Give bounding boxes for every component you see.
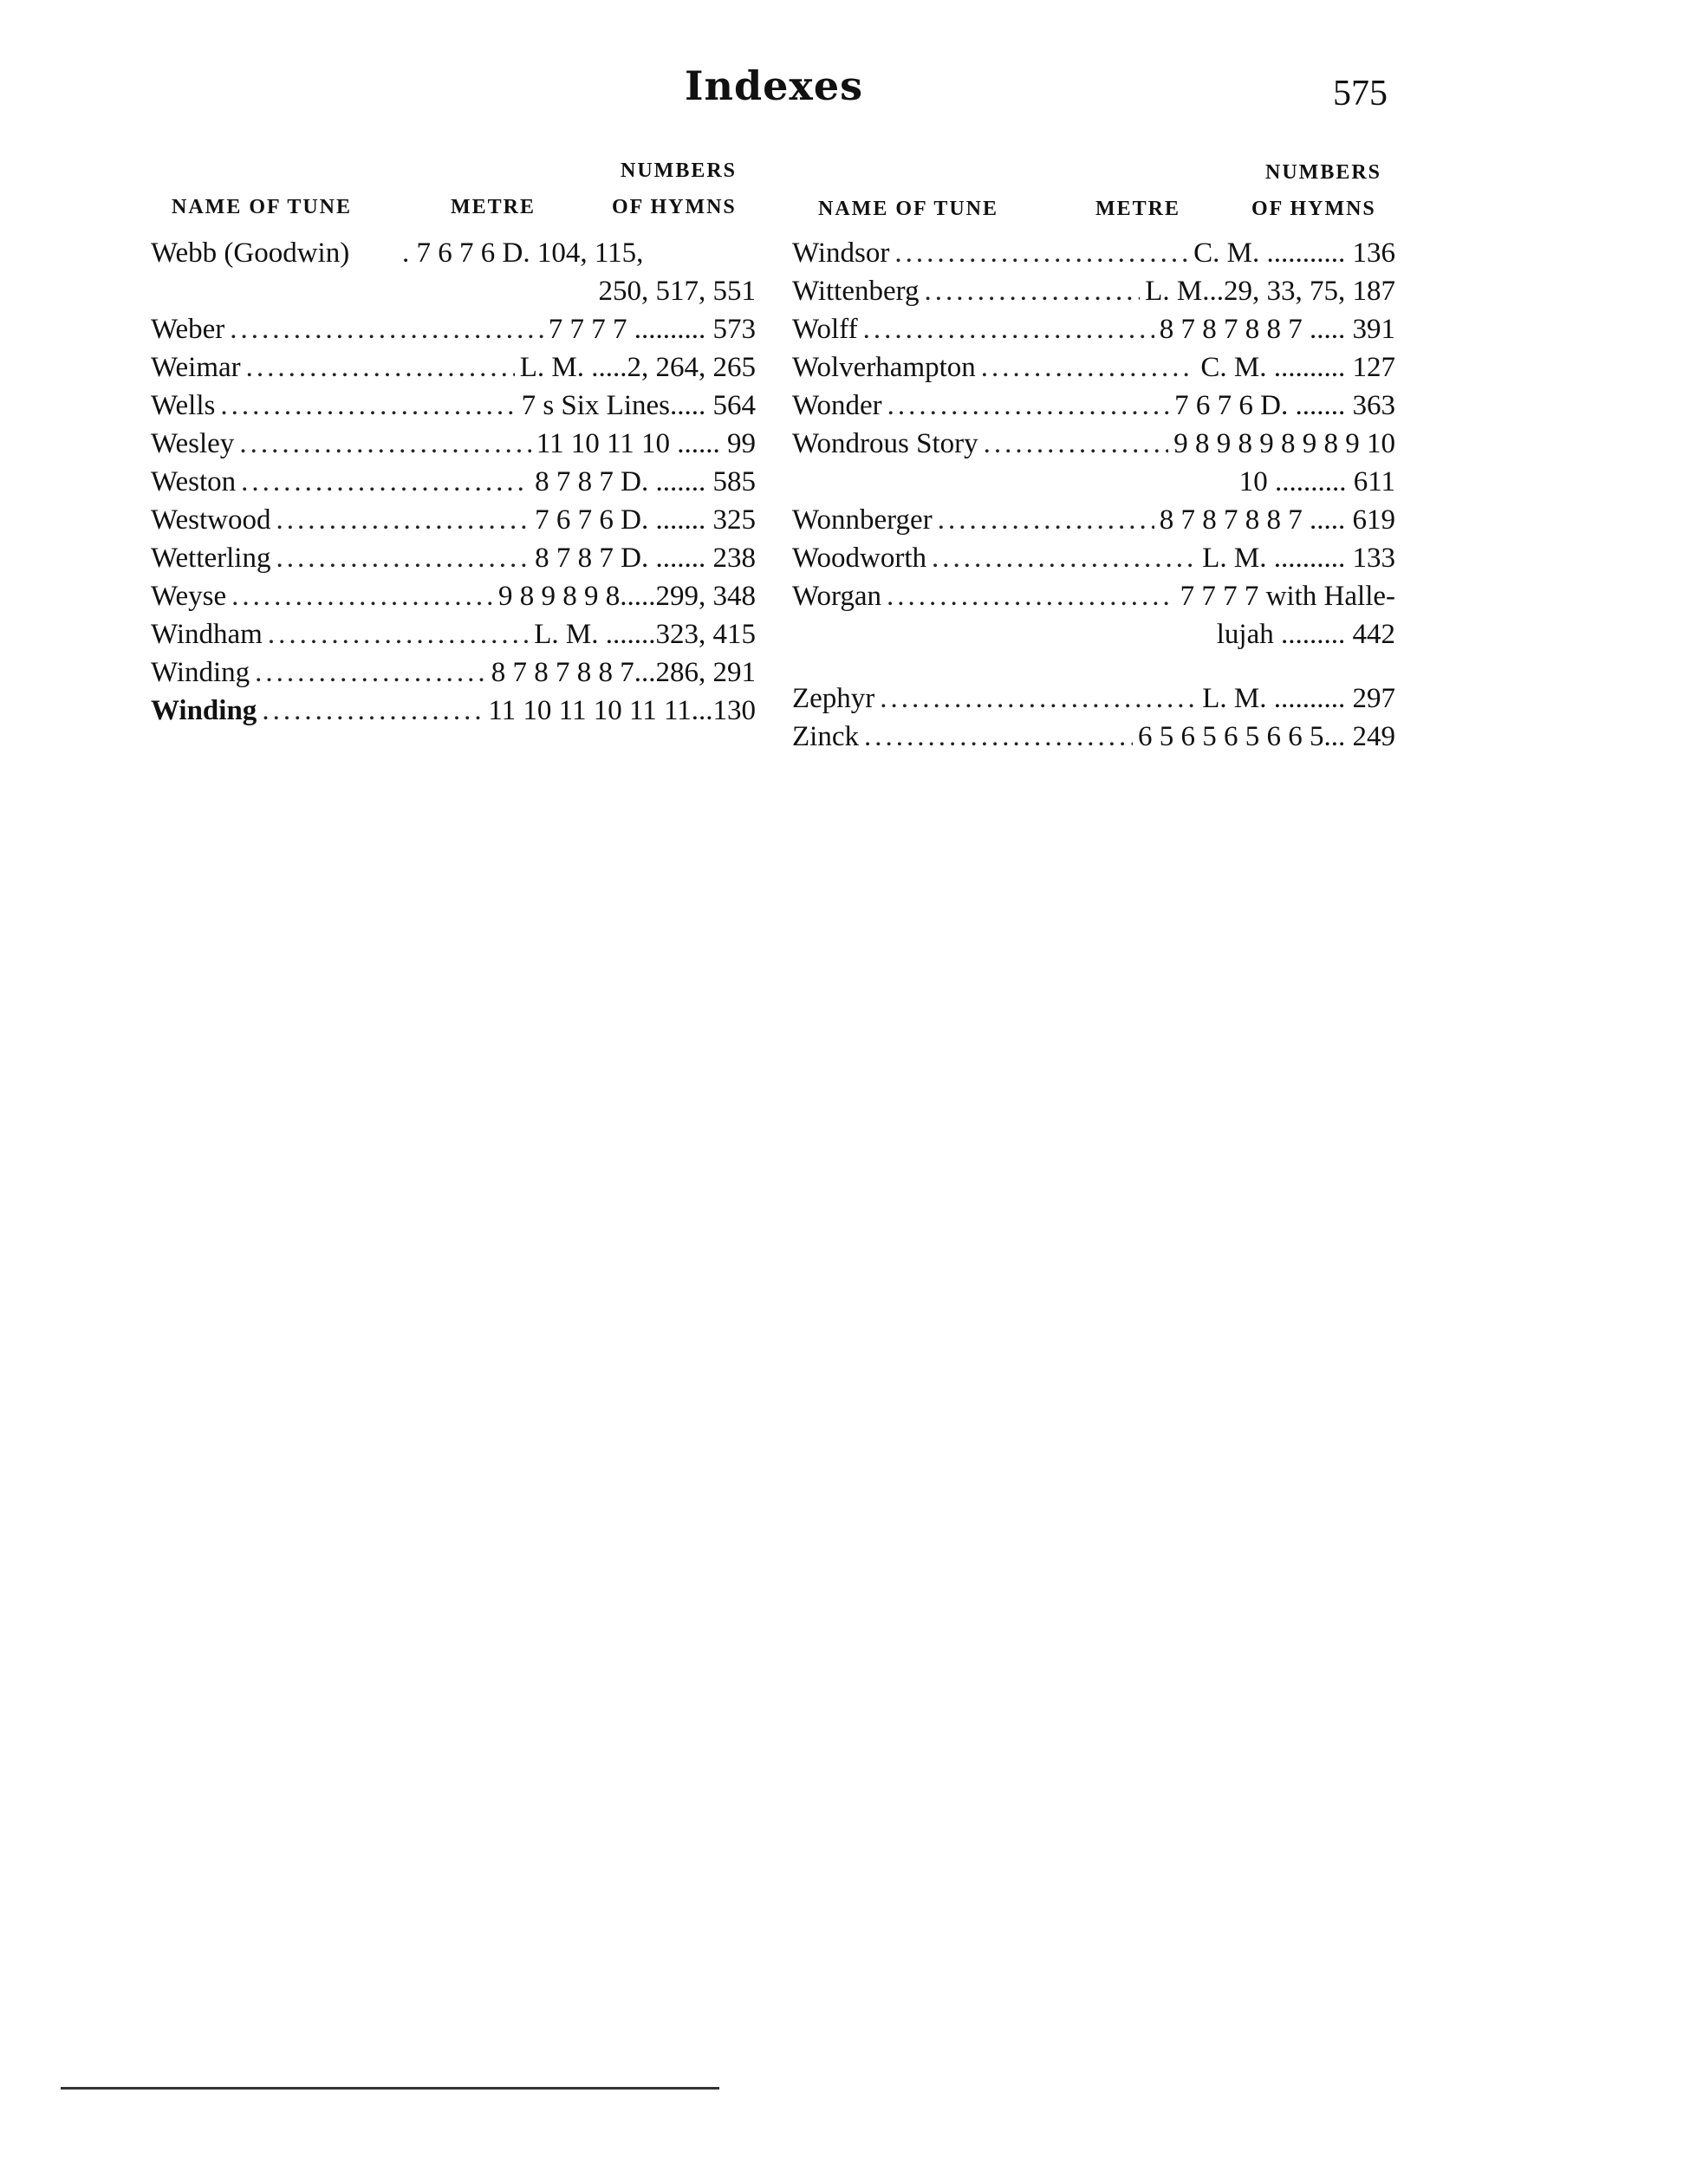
tune-name: Wetterling xyxy=(151,543,271,574)
dot-leader xyxy=(241,463,530,501)
footer-rule xyxy=(61,2087,719,2090)
dot-leader xyxy=(984,425,1169,463)
dot-leader xyxy=(220,387,516,425)
tune-metre: L. M. .......323, 415 xyxy=(534,619,756,650)
index-column-left xyxy=(151,153,756,730)
dot-leader xyxy=(255,653,486,692)
of-hymns-heading: OF HYMNS xyxy=(1251,198,1376,220)
index-entry xyxy=(151,539,756,577)
index-entry xyxy=(151,310,756,348)
tune-metre: 9 8 9 8 9 8.....299, 348 xyxy=(498,581,756,612)
tune-name: Zephyr xyxy=(792,683,875,714)
tune-name: Winding xyxy=(151,695,257,726)
index-entry xyxy=(151,348,756,387)
index-entry xyxy=(792,679,1395,718)
tune-metre: 8 7 8 7 8 8 7 ..... 619 xyxy=(1159,504,1395,536)
dot-leader xyxy=(246,348,515,387)
dot-leader xyxy=(894,234,1188,272)
tune-name: Weimar xyxy=(151,352,241,383)
index-entry xyxy=(151,425,756,463)
tune-metre: L. M...29, 33, 75, 187 xyxy=(1145,276,1395,307)
dot-leader xyxy=(276,501,530,539)
tune-metre: 11 10 11 10 ...... 99 xyxy=(536,428,756,459)
tune-metre: 8 7 8 7 8 8 7...286, 291 xyxy=(491,657,756,688)
tune-metre: 6 5 6 5 6 5 6 6 5... 249 xyxy=(1138,721,1395,752)
tune-metre: 11 10 11 10 11 11...130 xyxy=(488,695,756,726)
index-entry xyxy=(151,615,756,653)
tune-name: Wesley xyxy=(151,428,235,459)
name-of-tune-heading: NAME OF TUNE xyxy=(172,196,353,218)
tune-name: Wolverhampton xyxy=(792,352,976,383)
index-entry xyxy=(792,348,1395,387)
tune-name: Weston xyxy=(151,466,237,497)
tune-name: Wells xyxy=(151,390,216,421)
tune-metre: C. M. .......... 127 xyxy=(1200,352,1395,383)
index-entry-continuation: 250, 517, 551 xyxy=(598,276,756,307)
dot-leader xyxy=(268,615,529,653)
index-entry xyxy=(151,463,756,501)
index-entry-continuation: lujah ......... 442 xyxy=(1216,619,1395,650)
tune-metre: L. M. .......... 133 xyxy=(1202,543,1395,574)
index-entry xyxy=(792,577,1395,615)
tune-name: Wonnberger xyxy=(792,504,933,536)
tune-metre: 7 7 7 7 .......... 573 xyxy=(548,314,756,345)
tune-metre: L. M. .......... 297 xyxy=(1202,683,1395,714)
of-hymns-heading: OF HYMNS xyxy=(612,196,737,218)
dot-leader xyxy=(932,539,1197,577)
tune-name: Wolff xyxy=(792,314,858,345)
dot-leader xyxy=(938,501,1154,539)
tune-metre: 9 8 9 8 9 8 9 8 9 10 xyxy=(1173,428,1395,459)
tune-metre: 8 7 8 7 8 8 7 ..... 391 xyxy=(1159,314,1395,345)
index-entry xyxy=(792,425,1395,463)
tune-name: Wittenberg xyxy=(792,276,920,307)
index-entry xyxy=(792,387,1395,425)
tune-metre: 7 6 7 6 D. ....... 325 xyxy=(535,504,756,536)
dot-leader xyxy=(887,577,1175,615)
tune-metre: 7 6 7 6 D. ....... 363 xyxy=(1174,390,1395,421)
metre-heading: METRE xyxy=(1095,198,1181,220)
dot-leader xyxy=(925,272,1141,310)
tune-name: Windham xyxy=(151,619,263,650)
name-of-tune-heading: NAME OF TUNE xyxy=(818,198,999,220)
index-entry xyxy=(151,387,756,425)
tune-metre: 8 7 8 7 D. ....... 238 xyxy=(535,543,756,574)
metre-heading: METRE xyxy=(451,196,536,218)
index-entry xyxy=(792,272,1395,310)
index-entry xyxy=(792,310,1395,348)
index-entry xyxy=(151,234,756,272)
tune-metre: L. M. .....2, 264, 265 xyxy=(519,352,756,383)
index-entry xyxy=(792,539,1395,577)
dot-leader xyxy=(239,425,530,463)
column-headings xyxy=(151,153,756,234)
dot-leader xyxy=(262,692,483,730)
tune-metre: 7 s Six Lines..... 564 xyxy=(521,390,756,421)
tune-name: Windsor xyxy=(792,237,890,269)
numbers-heading: NUMBERS xyxy=(621,159,738,182)
index-entry xyxy=(792,501,1395,539)
dot-leader xyxy=(880,679,1197,718)
page-title: Indexes xyxy=(685,62,863,109)
index-column-right xyxy=(792,153,1395,756)
dot-leader xyxy=(981,348,1196,387)
tune-metre: C. M. ........... 136 xyxy=(1193,237,1395,269)
index-entry xyxy=(151,577,756,615)
dot-leader xyxy=(231,577,493,615)
index-entry xyxy=(151,692,756,730)
dot-leader xyxy=(887,387,1170,425)
index-entry xyxy=(151,653,756,692)
index-entry xyxy=(792,234,1395,272)
tune-name: Zinck xyxy=(792,721,859,752)
dot-leader xyxy=(230,310,543,348)
index-entry xyxy=(792,718,1395,756)
tune-metre: 7 7 7 7 with Halle- xyxy=(1180,581,1395,612)
dot-leader xyxy=(276,539,530,577)
dot-leader xyxy=(863,310,1154,348)
index-entry-continuation: 10 .......... 611 xyxy=(1238,466,1395,497)
tune-name: Wonder xyxy=(792,390,882,421)
tune-name: Wondrous Story xyxy=(792,428,978,459)
tune-metre: 8 7 8 7 D. ....... 585 xyxy=(535,466,756,497)
tune-metre: . 7 6 7 6 D. 104, 115, xyxy=(402,237,644,269)
tune-name: Westwood xyxy=(151,504,271,536)
dot-leader xyxy=(864,718,1133,756)
tune-name: Weyse xyxy=(151,581,227,612)
numbers-heading: NUMBERS xyxy=(1265,161,1382,184)
tune-name: Winding xyxy=(151,657,250,688)
tune-name: Worgan xyxy=(792,581,882,612)
tune-name: Webb (Goodwin) xyxy=(151,237,350,269)
tune-name: Woodworth xyxy=(792,543,926,574)
column-headings xyxy=(792,153,1395,234)
page-number: 575 xyxy=(1333,74,1388,114)
index-entry xyxy=(151,501,756,539)
tune-name: Weber xyxy=(151,314,225,345)
